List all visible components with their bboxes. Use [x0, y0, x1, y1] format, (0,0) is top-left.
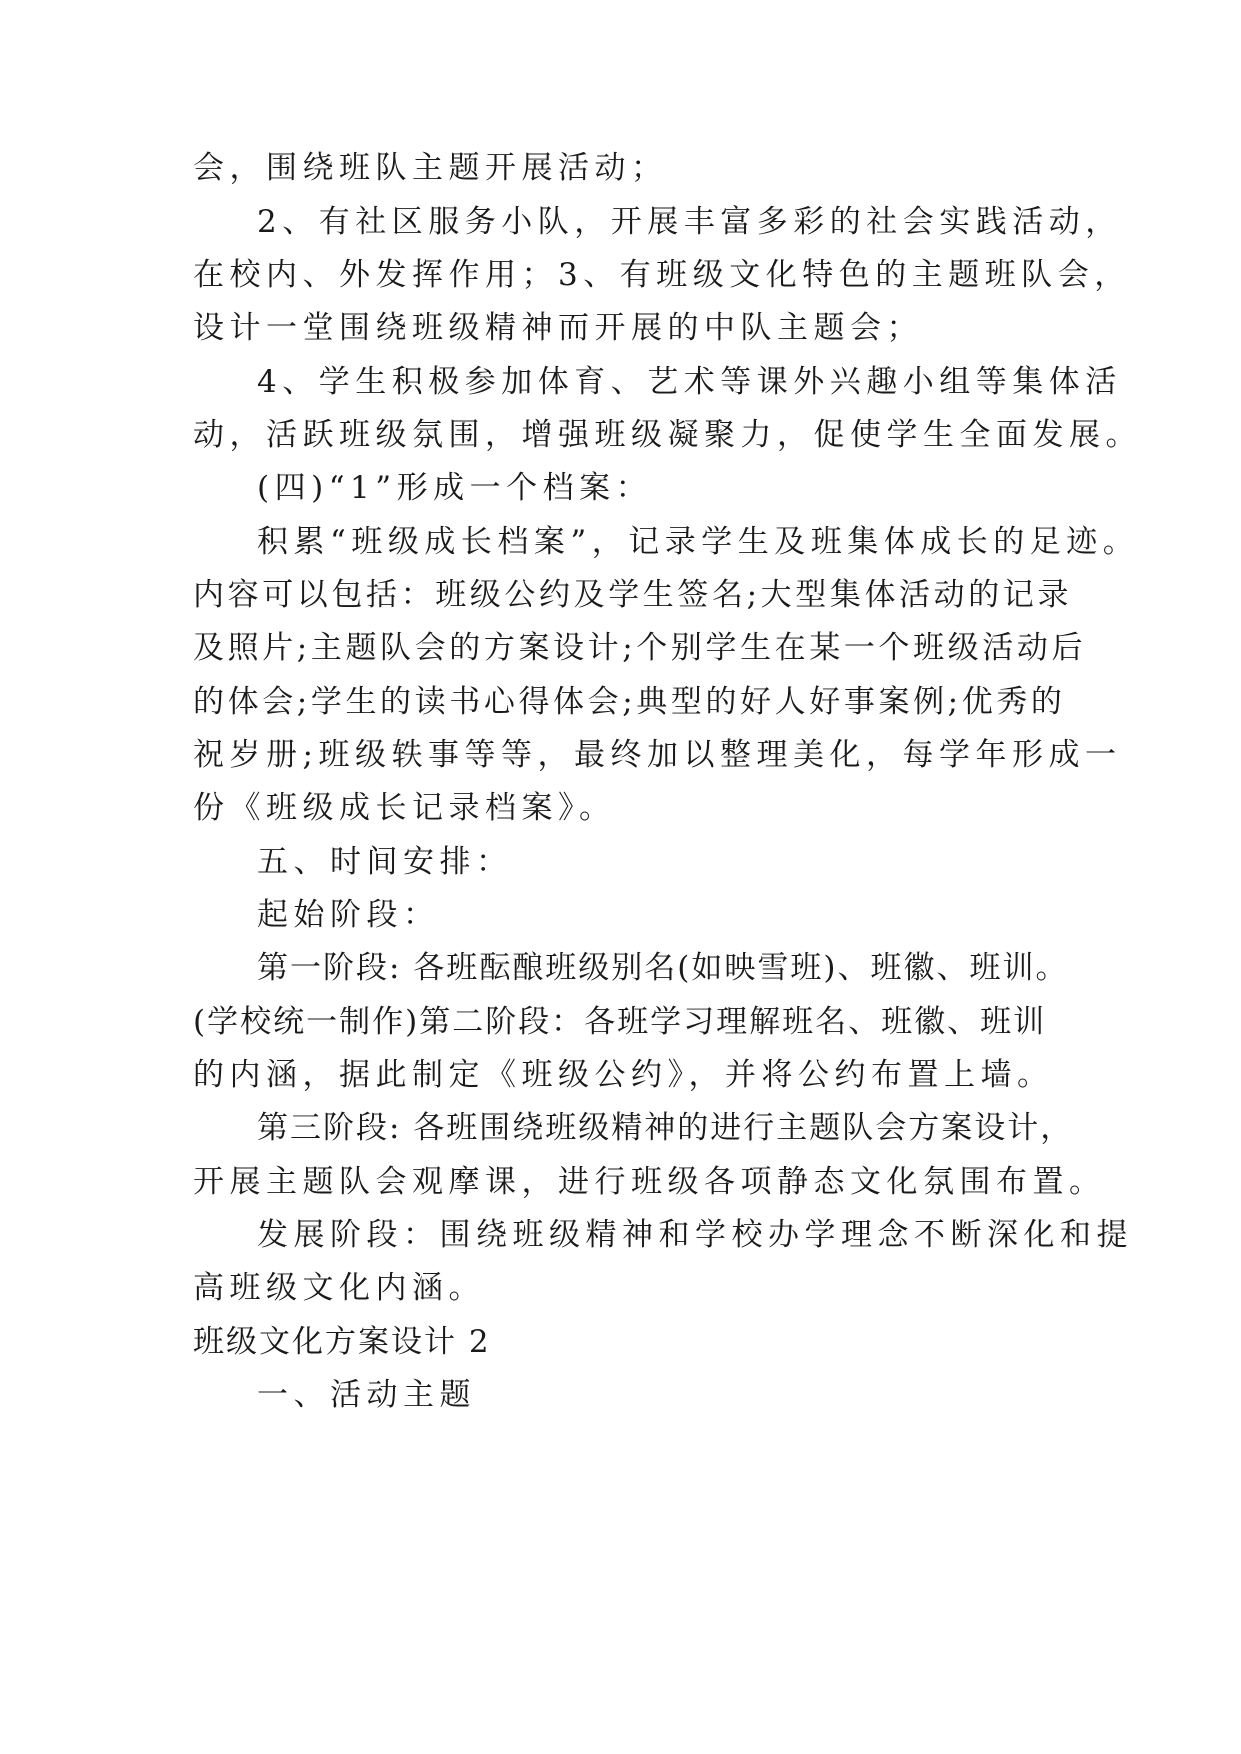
section-heading: (四)“1”形成一个档案：: [257, 470, 653, 506]
text-line: 第三阶段: 各班围绕班级精神的进行主题队会方案设计，: [257, 1110, 1074, 1146]
text-line: 起始阶段：: [257, 897, 440, 933]
text-line: 积累“班级成长档案”，记录学生及班集体成长的足迹。: [257, 524, 1140, 560]
text-line: 在校内、外发挥作用；3、有班级文化特色的主题班队会，: [193, 257, 1131, 293]
text-line: 份《班级成长记录档案》。: [193, 790, 616, 826]
text-line: 2、有社区服务小队，开展丰富多彩的社会实践活动，: [257, 204, 1122, 240]
text-line: 设计一堂围绕班级精神而开展的中队主题会；: [193, 310, 923, 346]
text-line: 及照片;主题队会的方案设计;个别学生在某一个班级活动后: [193, 630, 1087, 666]
text-line: (学校统一制作)第二阶段：各班学习理解班名、班徽、班训: [193, 1004, 1047, 1040]
text-line: 第一阶段: 各班酝酿班级别名(如映雪班)、班徽、班训。: [257, 950, 1069, 986]
section-heading: 五、时间安排：: [257, 844, 513, 880]
text-line: 高班级文化内涵。: [193, 1270, 485, 1306]
document-subtitle: 班级文化方案设计 2: [193, 1324, 491, 1360]
text-line: 动，活跃班级氛围，增强班级凝聚力，促使学生全面发展。: [193, 417, 1142, 453]
text-line: 的内涵，据此制定《班级公约》，并将公约布置上墙。: [193, 1057, 1054, 1093]
text-line: 发展阶段：围绕班级精神和学校办学理念不断深化和提: [257, 1217, 1133, 1253]
text-line: 开展主题队会观摩课，进行班级各项静态文化氛围布置。: [193, 1164, 1106, 1200]
text-line: 祝岁册;班级轶事等等，最终加以整理美化，每学年形成一: [193, 737, 1122, 773]
text-line: 4、学生积极参加体育、艺术等课外兴趣小组等集体活: [257, 364, 1122, 400]
section-heading: 一、活动主题: [257, 1377, 476, 1413]
text-line: 内容可以包括：班级公约及学生签名;大型集体活动的记录: [193, 577, 1073, 613]
text-line: 的体会;学生的读书心得体会;典型的好人好事案例;优秀的: [193, 684, 1066, 720]
text-line: 会，围绕班队主题开展活动；: [193, 150, 668, 186]
